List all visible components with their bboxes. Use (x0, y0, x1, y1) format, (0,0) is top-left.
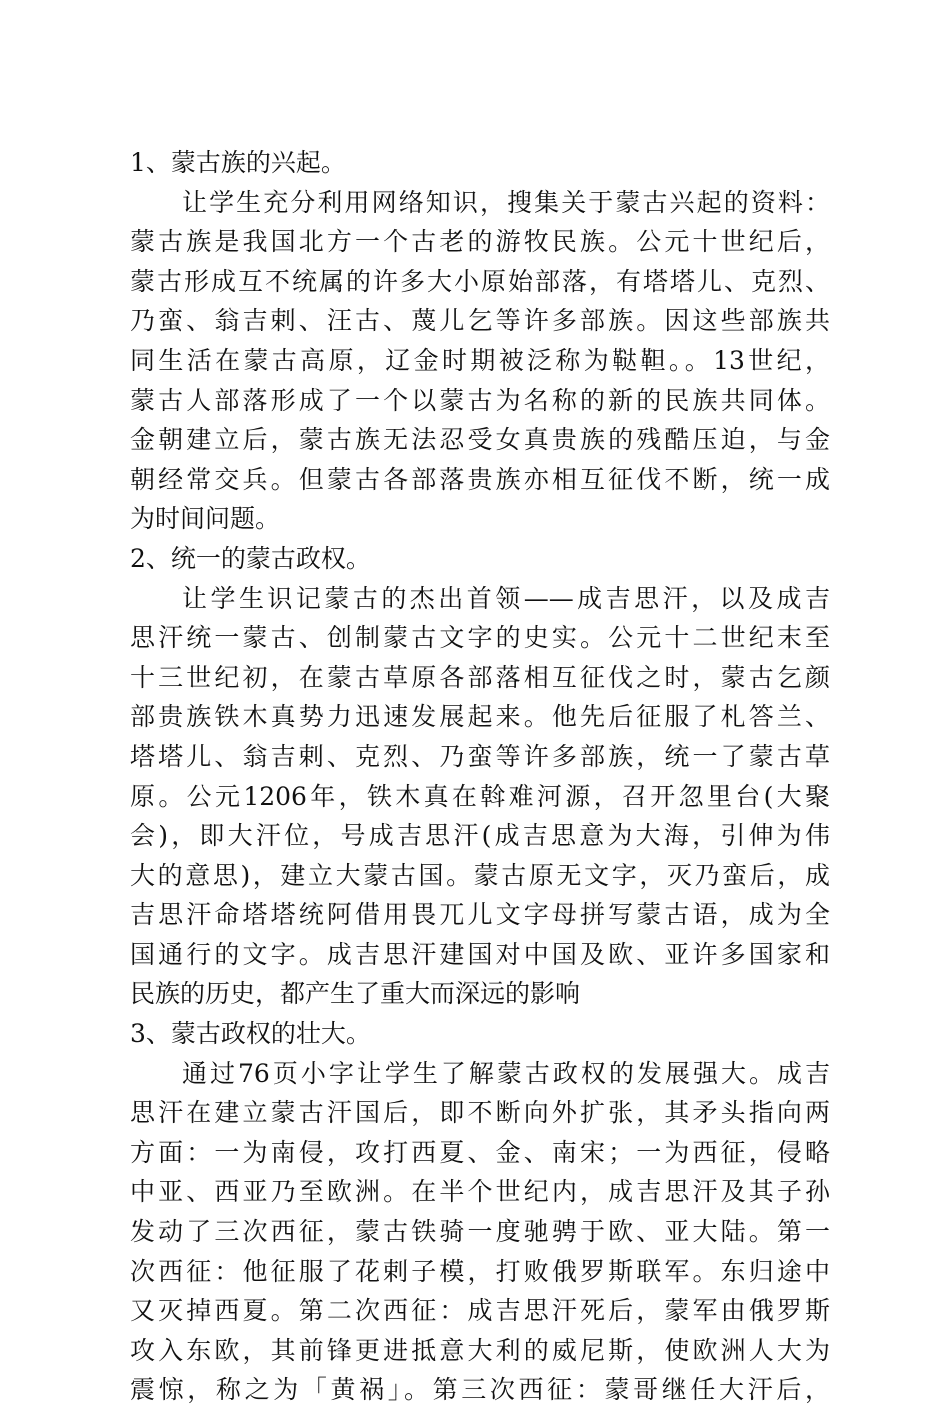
paragraph-line: 中亚、西亚乃至欧洲。在半个世纪内，成吉思汗及其子孙 (130, 1177, 830, 1207)
paragraph-line: 为时间问题。 (130, 504, 281, 534)
paragraph-line: 部贵族铁木真势力迅速发展起来。他先后征服了札答兰、 (130, 702, 830, 732)
paragraph-line: 国通行的文字。成吉思汗建国对中国及欧、亚许多国家和 (130, 939, 830, 969)
paragraph-line: 思汗在建立蒙古汗国后，即不断向外扩张，其矛头指向两 (130, 1098, 830, 1128)
paragraph-line: 思汗统一蒙古、创制蒙古文字的史实。公元十二世纪末至 (130, 623, 830, 653)
paragraph-line: 同生活在蒙古高原，辽金时期被泛称为鞑靼。。13世纪， (130, 345, 830, 375)
paragraph-line: 让学生充分利用网络知识，搜集关于蒙古兴起的资料： (182, 187, 830, 217)
paragraph-line: 会)，即大汗位，号成吉思汗(成吉思意为大海，引伸为伟 (130, 821, 830, 851)
paragraph-line: 震惊，称之为「黄祸」。第三次西征：蒙哥继任大汗后， (130, 1375, 830, 1405)
paragraph-line: 攻入东欧，其前锋更进抵意大利的威尼斯，使欧洲人大为 (130, 1335, 830, 1365)
paragraph-line: 次西征：他征服了花剌子模，打败俄罗斯联军。东归途中 (130, 1256, 830, 1286)
paragraph-line: 十三世纪初，在蒙古草原各部落相互征伐之时，蒙古乞颜 (130, 662, 830, 692)
paragraph-line: 吉思汗命塔塔统阿借用畏兀儿文字母拼写蒙古语，成为全 (130, 900, 830, 930)
paragraph-line: 塔塔儿、翁吉剌、克烈、乃蛮等许多部族，统一了蒙古草 (130, 741, 830, 771)
document-body (130, 143, 830, 1410)
paragraph-line: 方面：一为南侵，攻打西夏、金、南宋；一为西征，侵略 (130, 1137, 830, 1167)
paragraph-line: 蒙古人部落形成了一个以蒙古为名称的新的民族共同体。 (130, 385, 830, 415)
paragraph-line: 让学生识记蒙古的杰出首领——成吉思汗，以及成吉 (182, 583, 830, 613)
section-heading: 2、统一的蒙古政权。 (130, 543, 371, 573)
paragraph-line: 民族的历史，都产生了重大而深远的影响 (130, 979, 581, 1009)
section-heading: 3、蒙古政权的壮大。 (130, 1019, 371, 1049)
paragraph-line: 发动了三次西征，蒙古铁骑一度驰骋于欧、亚大陆。第一 (130, 1217, 830, 1247)
paragraph-line: 原。公元1206年，铁木真在斡难河源，召开忽里台(大聚 (130, 781, 830, 811)
paragraph-line: 蒙古族是我国北方一个古老的游牧民族。公元十世纪后， (130, 227, 830, 257)
paragraph-line: 乃蛮、翁吉剌、汪古、蔑儿乞等许多部族。因这些部族共 (130, 306, 830, 336)
paragraph-line: 金朝建立后，蒙古族无法忍受女真贵族的残酷压迫，与金 (130, 425, 830, 455)
section-heading: 1、蒙古族的兴起。 (130, 148, 346, 177)
paragraph-line: 大的意思)，建立大蒙古国。蒙古原无文字，灭乃蛮后，成 (130, 860, 830, 890)
paragraph-line: 通过76页小字让学生了解蒙古政权的发展强大。成吉 (182, 1058, 830, 1088)
paragraph-line: 蒙古形成互不统属的许多大小原始部落，有塔塔儿、克烈、 (130, 266, 830, 296)
paragraph-line: 又灭掉西夏。第二次西征：成吉思汗死后，蒙军由俄罗斯 (130, 1296, 830, 1326)
paragraph-line: 朝经常交兵。但蒙古各部落贵族亦相互征伐不断，统一成 (130, 464, 830, 494)
